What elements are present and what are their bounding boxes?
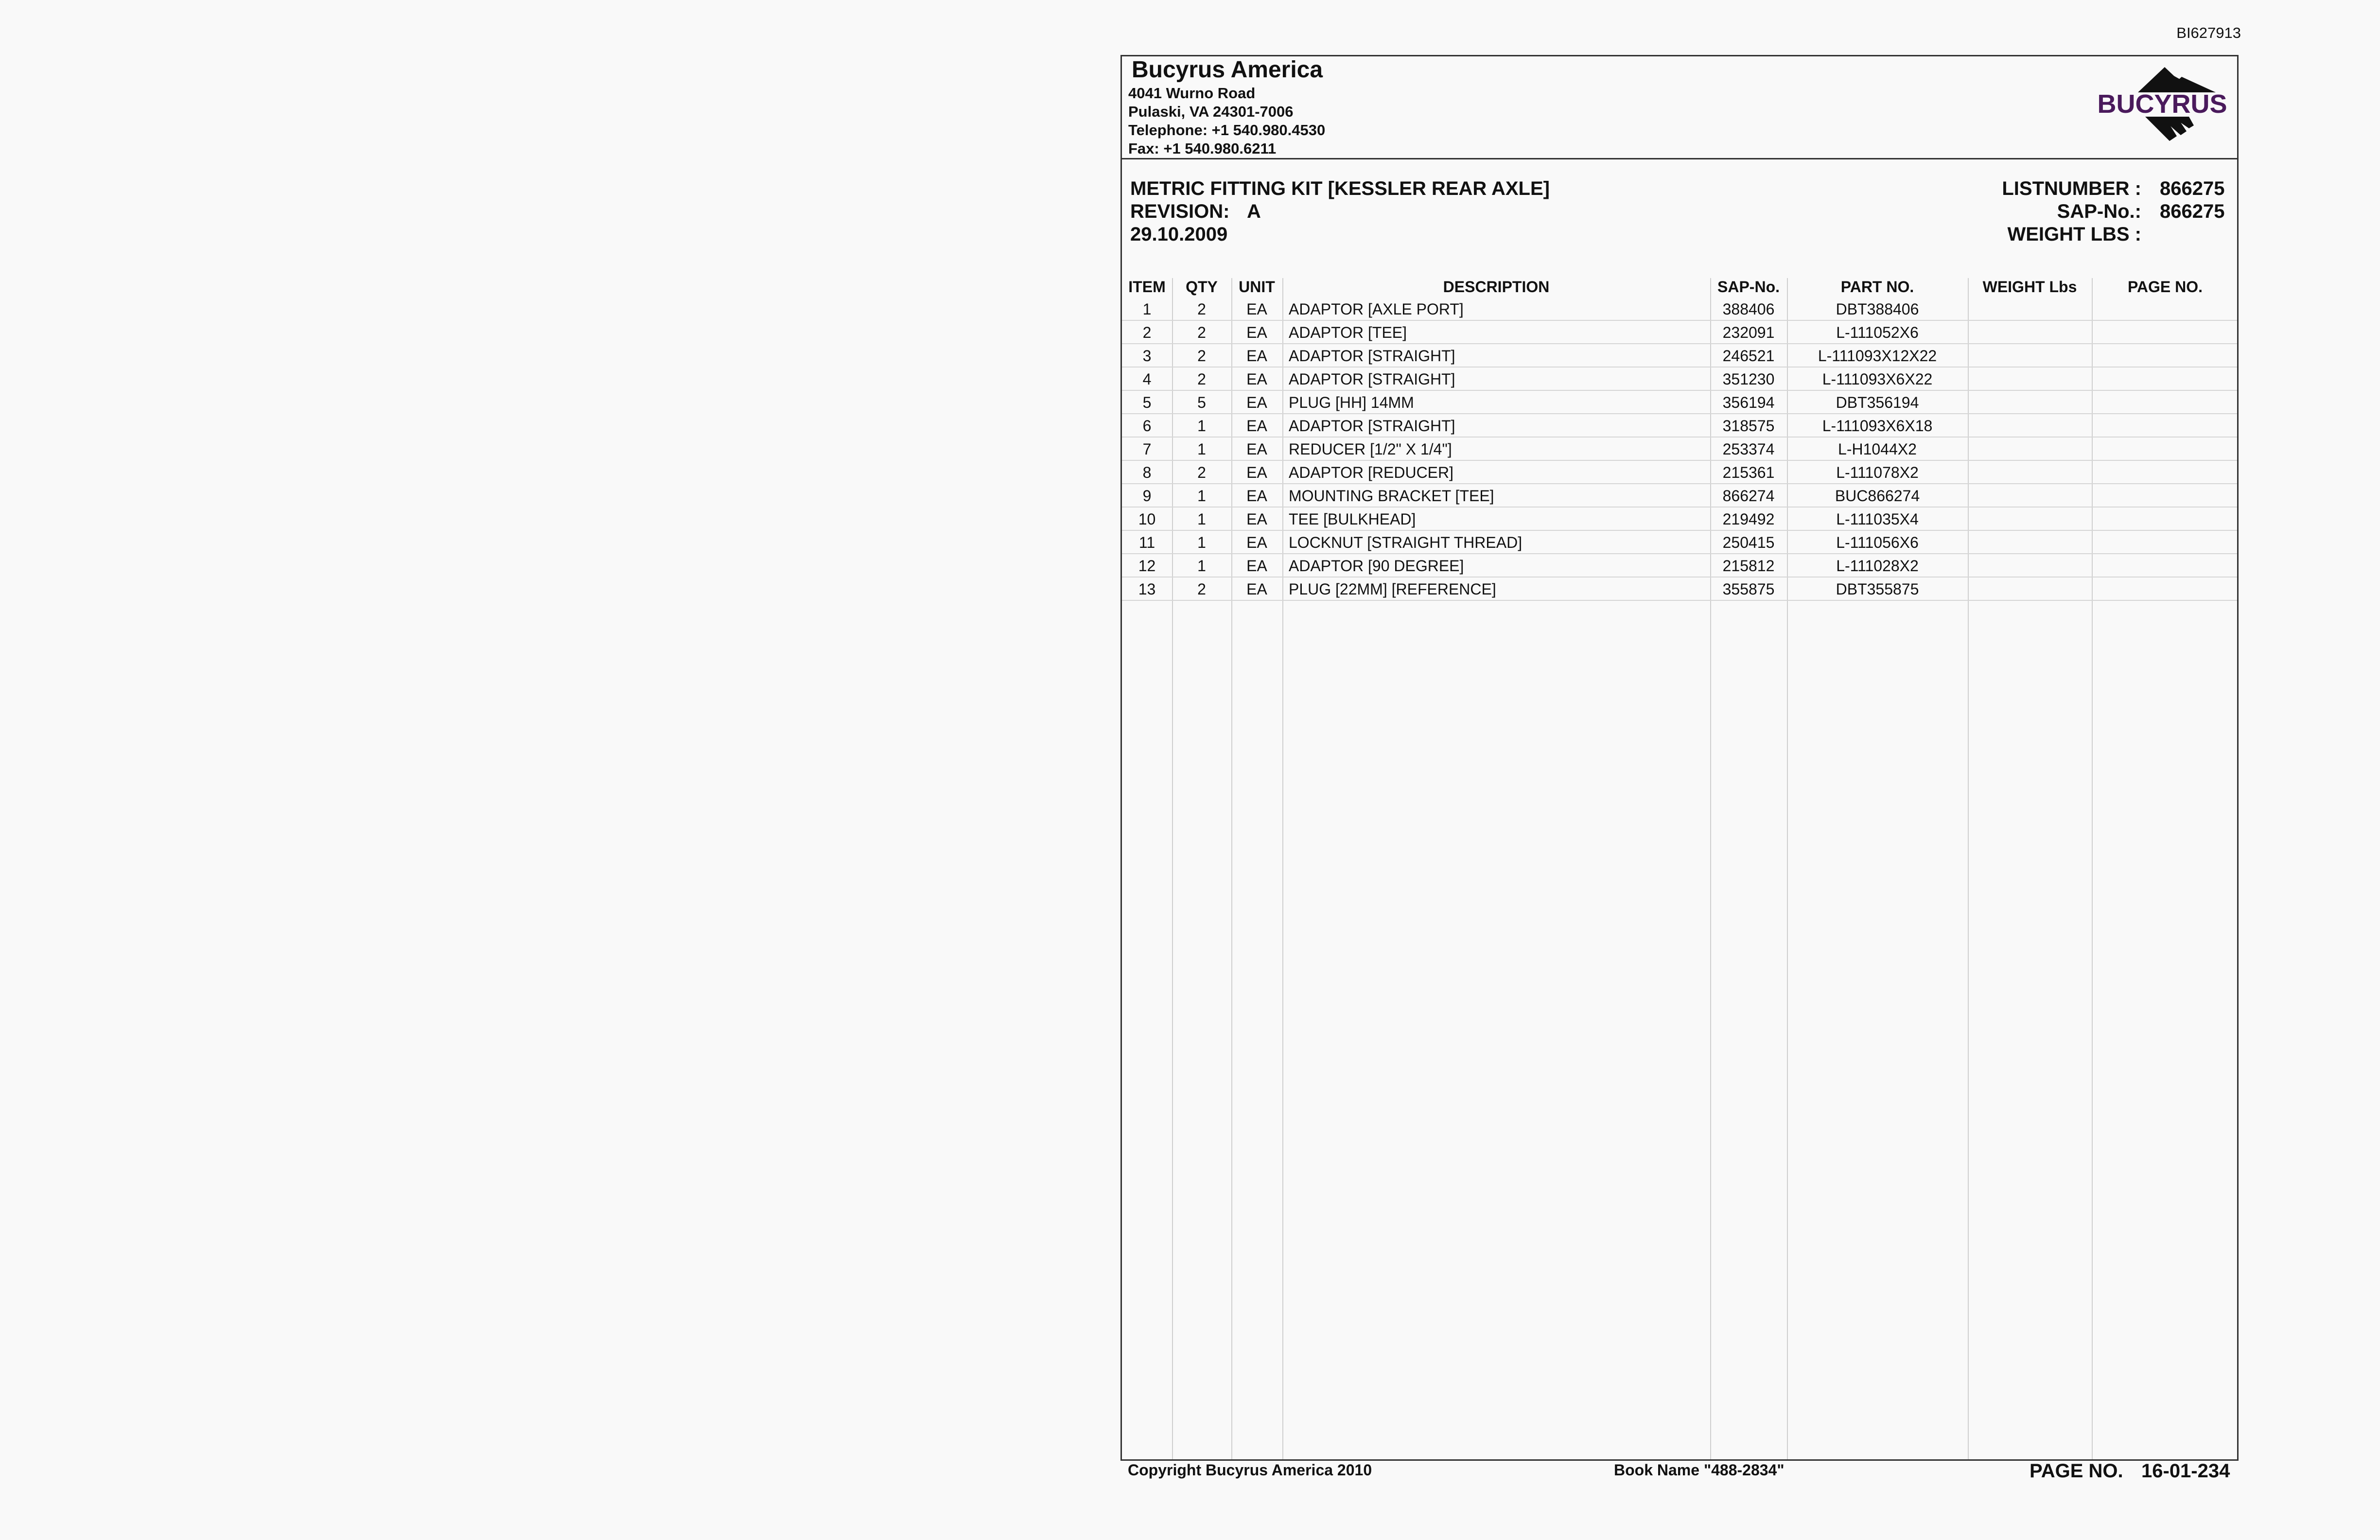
cell-sap-no: 318575 [1722,417,1775,435]
cell-weight [1968,321,2092,344]
address-line-fax: Fax: +1 540.980.6211 [1128,140,1277,157]
cell-part-no: L-H1044X2 [1838,440,1917,458]
cell-item: 13 [1138,580,1156,598]
cell-part-no: L-111078X2 [1836,464,1919,481]
logo-wordmark: BUCYRUS [2097,89,2227,119]
cell-description: ADAPTOR [REDUCER] [1289,464,1454,481]
cell-sap-no: 232091 [1722,324,1775,341]
document-title: METRIC FITTING KIT [KESSLER REAR AXLE] [1130,178,1550,199]
cell-weight [1968,344,2092,368]
cell-unit: EA [1246,534,1267,551]
cell-part-no: DBT355875 [1836,580,1919,598]
cell-unit: EA [1246,300,1267,318]
cell-weight [1968,368,2092,391]
cell-item: 8 [1142,464,1152,481]
cell-weight [1968,391,2092,414]
revision-value: A [1247,201,1261,222]
table-row [1122,461,2237,484]
cell-description: MOUNTING BRACKET [TEE] [1289,487,1494,505]
cell-qty: 2 [1197,300,1206,318]
listnumber-label: LISTNUMBER : [2002,178,2141,199]
cell-page-no [2092,508,2239,531]
cell-page-no [2092,391,2239,414]
cell-qty: 2 [1197,347,1206,365]
column-header-page-no: PAGE NO. [2127,278,2203,296]
cell-weight [1968,484,2092,508]
cell-part-no: L-111056X6 [1836,534,1919,551]
cell-part-no: L-111093X6X18 [1822,417,1933,435]
cell-page-no [2092,531,2239,554]
cell-weight [1968,438,2092,461]
cell-description: ADAPTOR [AXLE PORT] [1289,300,1464,318]
cell-part-no: L-111028X2 [1836,557,1919,575]
cell-page-no [2092,344,2239,368]
cell-page-no [2092,578,2239,601]
cell-weight [1968,531,2092,554]
copyright-notice: Copyright Bucyrus America 2010 [1128,1461,1372,1479]
cell-weight [1968,554,2092,578]
cell-item: 5 [1142,394,1152,411]
cell-sap-no: 246521 [1722,347,1775,365]
cell-description: TEE [BULKHEAD] [1289,510,1416,528]
listnumber-value: 866275 [2160,178,2225,199]
title-block [1122,159,2237,245]
cell-part-no: DBT356194 [1836,394,1919,411]
cell-unit: EA [1246,580,1267,598]
company-header [1122,56,2237,159]
table-row [1122,368,2237,391]
cell-weight [1968,578,2092,601]
cell-item: 4 [1142,370,1152,388]
cell-unit: EA [1246,324,1267,341]
cell-sap-no: 356194 [1722,394,1775,411]
cell-page-no [2092,484,2239,508]
company-name: Bucyrus America [1132,57,1323,83]
cell-sap-no: 388406 [1722,300,1775,318]
cell-qty: 1 [1197,440,1206,458]
cell-item: 6 [1142,417,1152,435]
cell-description: PLUG [HH] 14MM [1289,394,1414,411]
cell-unit: EA [1246,487,1267,505]
cell-unit: EA [1246,347,1267,365]
cell-qty: 2 [1197,464,1206,481]
cell-page-no [2092,554,2239,578]
document-date: 29.10.2009 [1130,224,1228,245]
cell-item: 11 [1138,534,1155,551]
document-id: BI627913 [2176,24,2241,41]
cell-description: PLUG [22MM] [REFERENCE] [1289,580,1496,598]
address-line-street: 4041 Wurno Road [1128,85,1256,102]
cell-page-no [2092,321,2239,344]
cell-unit: EA [1246,370,1267,388]
cell-page-no [2092,461,2239,484]
cell-qty: 2 [1197,324,1206,341]
cell-item: 7 [1142,440,1152,458]
cell-qty: 5 [1197,394,1206,411]
address-line-telephone: Telephone: +1 540.980.4530 [1128,122,1326,139]
cell-item: 12 [1138,557,1156,575]
cell-page-no [2092,438,2239,461]
cell-item: 10 [1138,510,1156,528]
cell-sap-no: 351230 [1722,370,1775,388]
cell-page-no [2092,298,2239,321]
column-header-qty: QTY [1186,278,1218,296]
weight-lbs-label: WEIGHT LBS : [2007,224,2141,245]
cell-unit: EA [1246,394,1267,411]
cell-qty: 2 [1197,370,1206,388]
cell-sap-no: 215361 [1722,464,1775,481]
cell-part-no: L-111035X4 [1836,510,1919,528]
address-line-city: Pulaski, VA 24301-7006 [1128,103,1294,120]
cell-description: ADAPTOR [90 DEGREE] [1289,557,1464,575]
table-row [1122,578,2237,601]
cell-qty: 1 [1197,557,1206,575]
cell-part-no: L-111052X6 [1836,324,1919,341]
cell-qty: 1 [1197,510,1206,528]
book-name: Book Name "488-2834" [1614,1461,1785,1479]
table-row [1122,531,2237,554]
cell-description: ADAPTOR [STRAIGHT] [1289,417,1455,435]
table-row [1122,344,2237,368]
sap-number-label: SAP-No.: [2057,201,2141,222]
cell-qty: 1 [1197,487,1206,505]
cell-item: 3 [1142,347,1152,365]
cell-sap-no: 219492 [1722,510,1775,528]
sap-number-value: 866275 [2160,201,2225,222]
table-row [1122,321,2237,344]
cell-sap-no: 215812 [1722,557,1775,575]
page-number-label: PAGE NO. [2030,1460,2123,1482]
table-row [1122,484,2237,508]
cell-description: LOCKNUT [STRAIGHT THREAD] [1289,534,1522,551]
table-row [1122,298,2237,321]
table-row [1122,391,2237,414]
bucyrus-logo [2092,63,2233,146]
column-header-weight: WEIGHT Lbs [1982,278,2077,296]
cell-qty: 1 [1197,417,1206,435]
cell-item: 1 [1142,300,1152,318]
cell-part-no: DBT388406 [1836,300,1919,318]
cell-page-no [2092,414,2239,438]
cell-unit: EA [1246,440,1267,458]
cell-description: ADAPTOR [STRAIGHT] [1289,347,1455,365]
column-header-part-no: PART NO. [1840,278,1914,296]
cell-sap-no: 355875 [1722,580,1775,598]
column-header-unit: UNIT [1239,278,1275,296]
cell-description: ADAPTOR [STRAIGHT] [1289,370,1455,388]
cell-description: REDUCER [1/2" X 1/4"] [1289,440,1452,458]
cell-part-no: L-111093X12X22 [1818,347,1937,365]
table-row [1122,438,2237,461]
cell-sap-no: 253374 [1722,440,1775,458]
cell-part-no: L-111093X6X22 [1822,370,1933,388]
cell-weight [1968,414,2092,438]
revision-label: REVISION: [1130,201,1230,222]
column-header-item: ITEM [1128,278,1166,296]
cell-unit: EA [1246,510,1267,528]
cell-weight [1968,508,2092,531]
cell-unit: EA [1246,464,1267,481]
column-header-description: DESCRIPTION [1443,278,1550,296]
table-row [1122,414,2237,438]
cell-item: 2 [1142,324,1152,341]
cell-page-no [2092,368,2239,391]
table-row [1122,508,2237,531]
column-header-sap-no: SAP-No. [1717,278,1780,296]
cell-description: ADAPTOR [TEE] [1289,324,1407,341]
cell-sap-no: 250415 [1722,534,1775,551]
parts-list-sheet [1120,55,2239,1461]
cell-part-no: BUC866274 [1835,487,1920,505]
cell-qty: 1 [1197,534,1206,551]
cell-unit: EA [1246,417,1267,435]
cell-qty: 2 [1197,580,1206,598]
cell-unit: EA [1246,557,1267,575]
cell-sap-no: 866274 [1722,487,1775,505]
page-number-value: 16-01-234 [2141,1460,2230,1482]
cell-weight [1968,298,2092,321]
cell-item: 9 [1142,487,1152,505]
cell-weight [1968,461,2092,484]
table-row [1122,554,2237,578]
